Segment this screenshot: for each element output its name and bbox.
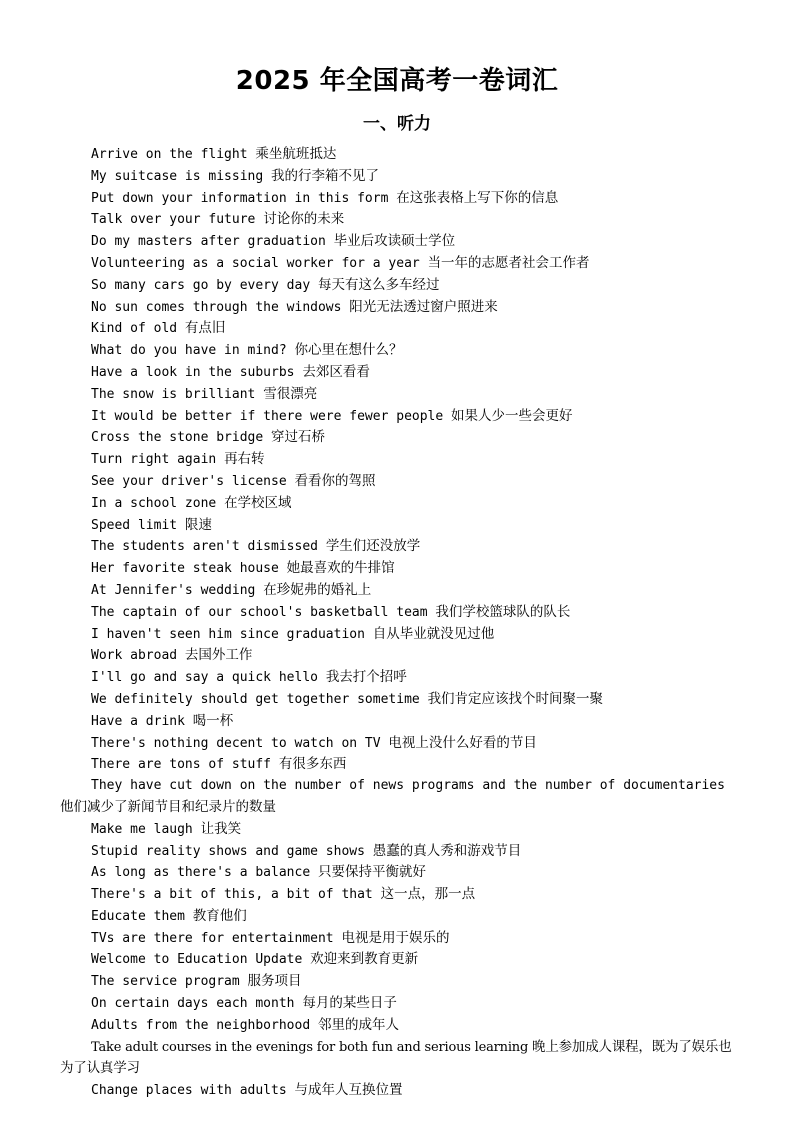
chinese-translation: 在学校区域 <box>224 494 292 511</box>
vocab-item <box>60 297 736 319</box>
vocab-item <box>60 188 736 210</box>
vocab-item <box>60 515 736 537</box>
vocab-item <box>60 624 736 646</box>
vocab-item <box>60 949 736 971</box>
english-phrase: There's nothing decent to watch on TV <box>91 735 381 751</box>
english-phrase: Speed limit <box>91 517 178 533</box>
chinese-translation: 欢迎来到教育更新 <box>310 951 419 968</box>
chinese-translation: 邻里的成年人 <box>317 1016 399 1033</box>
english-phrase: Her favorite steak house <box>91 561 279 577</box>
chinese-translation: 她最喜欢的牛排馆 <box>286 560 395 577</box>
vocabulary-list <box>60 144 736 1102</box>
vocab-item <box>60 536 736 558</box>
chinese-translation: 喝一杯 <box>192 712 234 729</box>
vocab-item <box>60 819 736 841</box>
english-phrase: Turn right again <box>91 452 217 468</box>
english-phrase: There are tons of stuff <box>91 757 272 773</box>
chinese-translation: 当一年的志愿者社会工作者 <box>427 254 590 271</box>
english-phrase: Do my masters after graduation <box>91 234 326 250</box>
english-phrase: I haven't seen him since graduation <box>91 626 365 642</box>
english-phrase: Talk over your future <box>91 212 256 228</box>
chinese-translation: 阳光无法透过窗户照进来 <box>349 298 498 315</box>
chinese-translation: 我们学校篮球队的队长 <box>435 603 571 620</box>
vocab-item <box>60 318 736 340</box>
english-phrase: Cross the stone bridge <box>91 430 264 446</box>
english-phrase: They have cut down on the number of news programs and the number of documentaries <box>91 778 725 794</box>
section-heading-listening: 一、听力 <box>363 114 431 134</box>
vocab-item <box>60 602 736 624</box>
chinese-translation: 这一点，那一点 <box>380 886 476 903</box>
vocab-item <box>60 275 736 297</box>
chinese-translation: 自从毕业就没见过他 <box>372 625 495 642</box>
vocab-item <box>60 645 736 667</box>
chinese-translation: 每天有这么多车经过 <box>317 276 440 293</box>
english-phrase: The snow is brilliant <box>91 386 256 402</box>
vocab-item <box>60 558 736 580</box>
chinese-translation: 我们肯定应该找个时间聚一聚 <box>427 690 604 707</box>
vocab-item <box>60 231 736 253</box>
vocab-item <box>60 253 736 275</box>
english-phrase: Make me laugh <box>91 821 193 837</box>
chinese-translation: 每月的某些日子 <box>302 995 397 1012</box>
english-phrase: I'll go and say a quick hello <box>91 670 318 686</box>
chinese-translation: 教育他们 <box>192 907 247 924</box>
english-phrase: Arrive on the flight <box>91 147 248 162</box>
chinese-translation: 去郊区看看 <box>302 363 370 380</box>
vocab-item <box>60 928 736 950</box>
english-phrase: In a school zone <box>91 495 217 511</box>
chinese-translation: 雪很漂亮 <box>263 385 318 402</box>
chinese-translation: 有很多东西 <box>278 756 347 773</box>
chinese-translation: 服务项目 <box>247 973 302 990</box>
chinese-translation: 在这张表格上写下你的信息 <box>396 189 559 206</box>
english-phrase: On certain days each month <box>91 996 295 1012</box>
vocab-item <box>60 733 736 755</box>
chinese-translation: 穿过石桥 <box>271 429 326 446</box>
english-phrase: Have a look in the suburbs <box>91 364 295 380</box>
vocab-item <box>60 427 736 449</box>
english-phrase: Work abroad <box>91 648 178 664</box>
chinese-translation: 电视上没什么好看的节目 <box>388 734 537 751</box>
english-phrase: Take adult courses in the evenings for both fun and serious learning <box>91 1039 529 1055</box>
english-phrase: The service program <box>91 974 240 990</box>
chinese-translation: 我的行李箱不见了 <box>271 167 380 184</box>
english-phrase: No sun comes through the windows <box>91 299 342 315</box>
vocab-item <box>60 993 736 1015</box>
english-phrase: See your driver's license <box>91 473 287 489</box>
chinese-translation: 讨论你的未来 <box>263 211 345 228</box>
vocab-item <box>60 1015 736 1037</box>
chinese-translation: 乘坐航班抵达 <box>255 146 337 162</box>
chinese-translation: 只要保持平衡就好 <box>317 864 426 881</box>
vocab-item <box>60 449 736 471</box>
english-phrase: Adults from the neighborhood <box>91 1017 311 1033</box>
english-phrase: TVs are there for entertainment <box>91 930 334 946</box>
english-phrase: Have a drink <box>91 713 185 729</box>
vocab-item <box>60 362 736 384</box>
english-phrase: As long as there's a balance <box>91 865 311 881</box>
vocab-item <box>60 166 736 188</box>
english-phrase: So many cars go by every day <box>91 277 311 293</box>
chinese-translation: 去国外工作 <box>184 647 253 664</box>
vocab-item <box>60 754 736 776</box>
chinese-translation: 你心里在想什么？ <box>294 342 403 359</box>
chinese-translation: 与成年人互换位置 <box>294 1082 403 1099</box>
vocab-item <box>60 144 736 166</box>
english-phrase: What do you have in mind? <box>91 343 287 359</box>
chinese-translation: 让我笑 <box>200 820 242 837</box>
english-phrase: Put down your information in this form <box>91 190 389 206</box>
vocab-item <box>60 862 736 884</box>
chinese-translation: 再右转 <box>224 451 265 468</box>
chinese-translation: 在珍妮弗的婚礼上 <box>263 581 372 598</box>
chinese-translation: 学生们还没放学 <box>325 538 421 555</box>
vocab-item <box>60 841 736 863</box>
vocab-item <box>60 384 736 406</box>
vocab-item <box>60 711 736 733</box>
chinese-translation: 看看你的驾照 <box>294 472 376 489</box>
english-phrase: We definitely should get together sometime <box>91 691 420 707</box>
vocab-item <box>60 209 736 231</box>
vocab-item <box>60 580 736 602</box>
chinese-translation: 如果人少一些会更好 <box>451 407 573 424</box>
english-phrase: It would be better if there were fewer people <box>91 408 444 424</box>
vocab-item <box>60 340 736 362</box>
english-phrase: The captain of our school's basketball team <box>91 604 428 620</box>
vocab-item <box>60 971 736 993</box>
vocab-item <box>60 776 736 819</box>
vocab-item <box>60 906 736 928</box>
chinese-translation: 愚蠢的真人秀和游戏节目 <box>372 842 522 859</box>
english-phrase: Kind of old <box>91 321 178 337</box>
vocab-item <box>60 689 736 711</box>
chinese-translation: 我去打个招呼 <box>325 669 407 686</box>
vocab-item <box>60 1037 736 1081</box>
chinese-translation: 限速 <box>184 516 212 533</box>
chinese-translation: 毕业后攻读硕士学位 <box>333 233 456 250</box>
chinese-translation: 晚上参加成人课程，既为了娱乐也为了认真学习 <box>60 1038 732 1077</box>
vocab-item <box>60 1080 736 1102</box>
english-phrase: Welcome to Education Update <box>91 952 303 968</box>
vocab-item <box>60 667 736 689</box>
chinese-translation: 他们减少了新闻节目和纪录片的数量 <box>60 798 276 815</box>
english-phrase: Educate them <box>91 908 185 924</box>
english-phrase: Change places with adults <box>91 1083 287 1099</box>
chinese-translation: 有点旧 <box>184 320 226 337</box>
english-phrase: At Jennifer's wedding <box>91 582 256 598</box>
vocab-item <box>60 406 736 428</box>
english-phrase: The students aren't dismissed <box>91 539 318 555</box>
chinese-translation: 电视是用于娱乐的 <box>341 929 450 946</box>
english-phrase: Stupid reality shows and game shows <box>91 843 365 859</box>
vocab-item <box>60 471 736 493</box>
vocab-item <box>60 884 736 906</box>
vocab-item <box>60 493 736 515</box>
english-phrase: Volunteering as a social worker for a year <box>91 255 420 271</box>
english-phrase: My suitcase is missing <box>91 168 264 184</box>
document-title: 2025 年全国高考一卷词汇 <box>235 66 559 96</box>
english-phrase: There's a bit of this, a bit of that <box>91 887 373 903</box>
